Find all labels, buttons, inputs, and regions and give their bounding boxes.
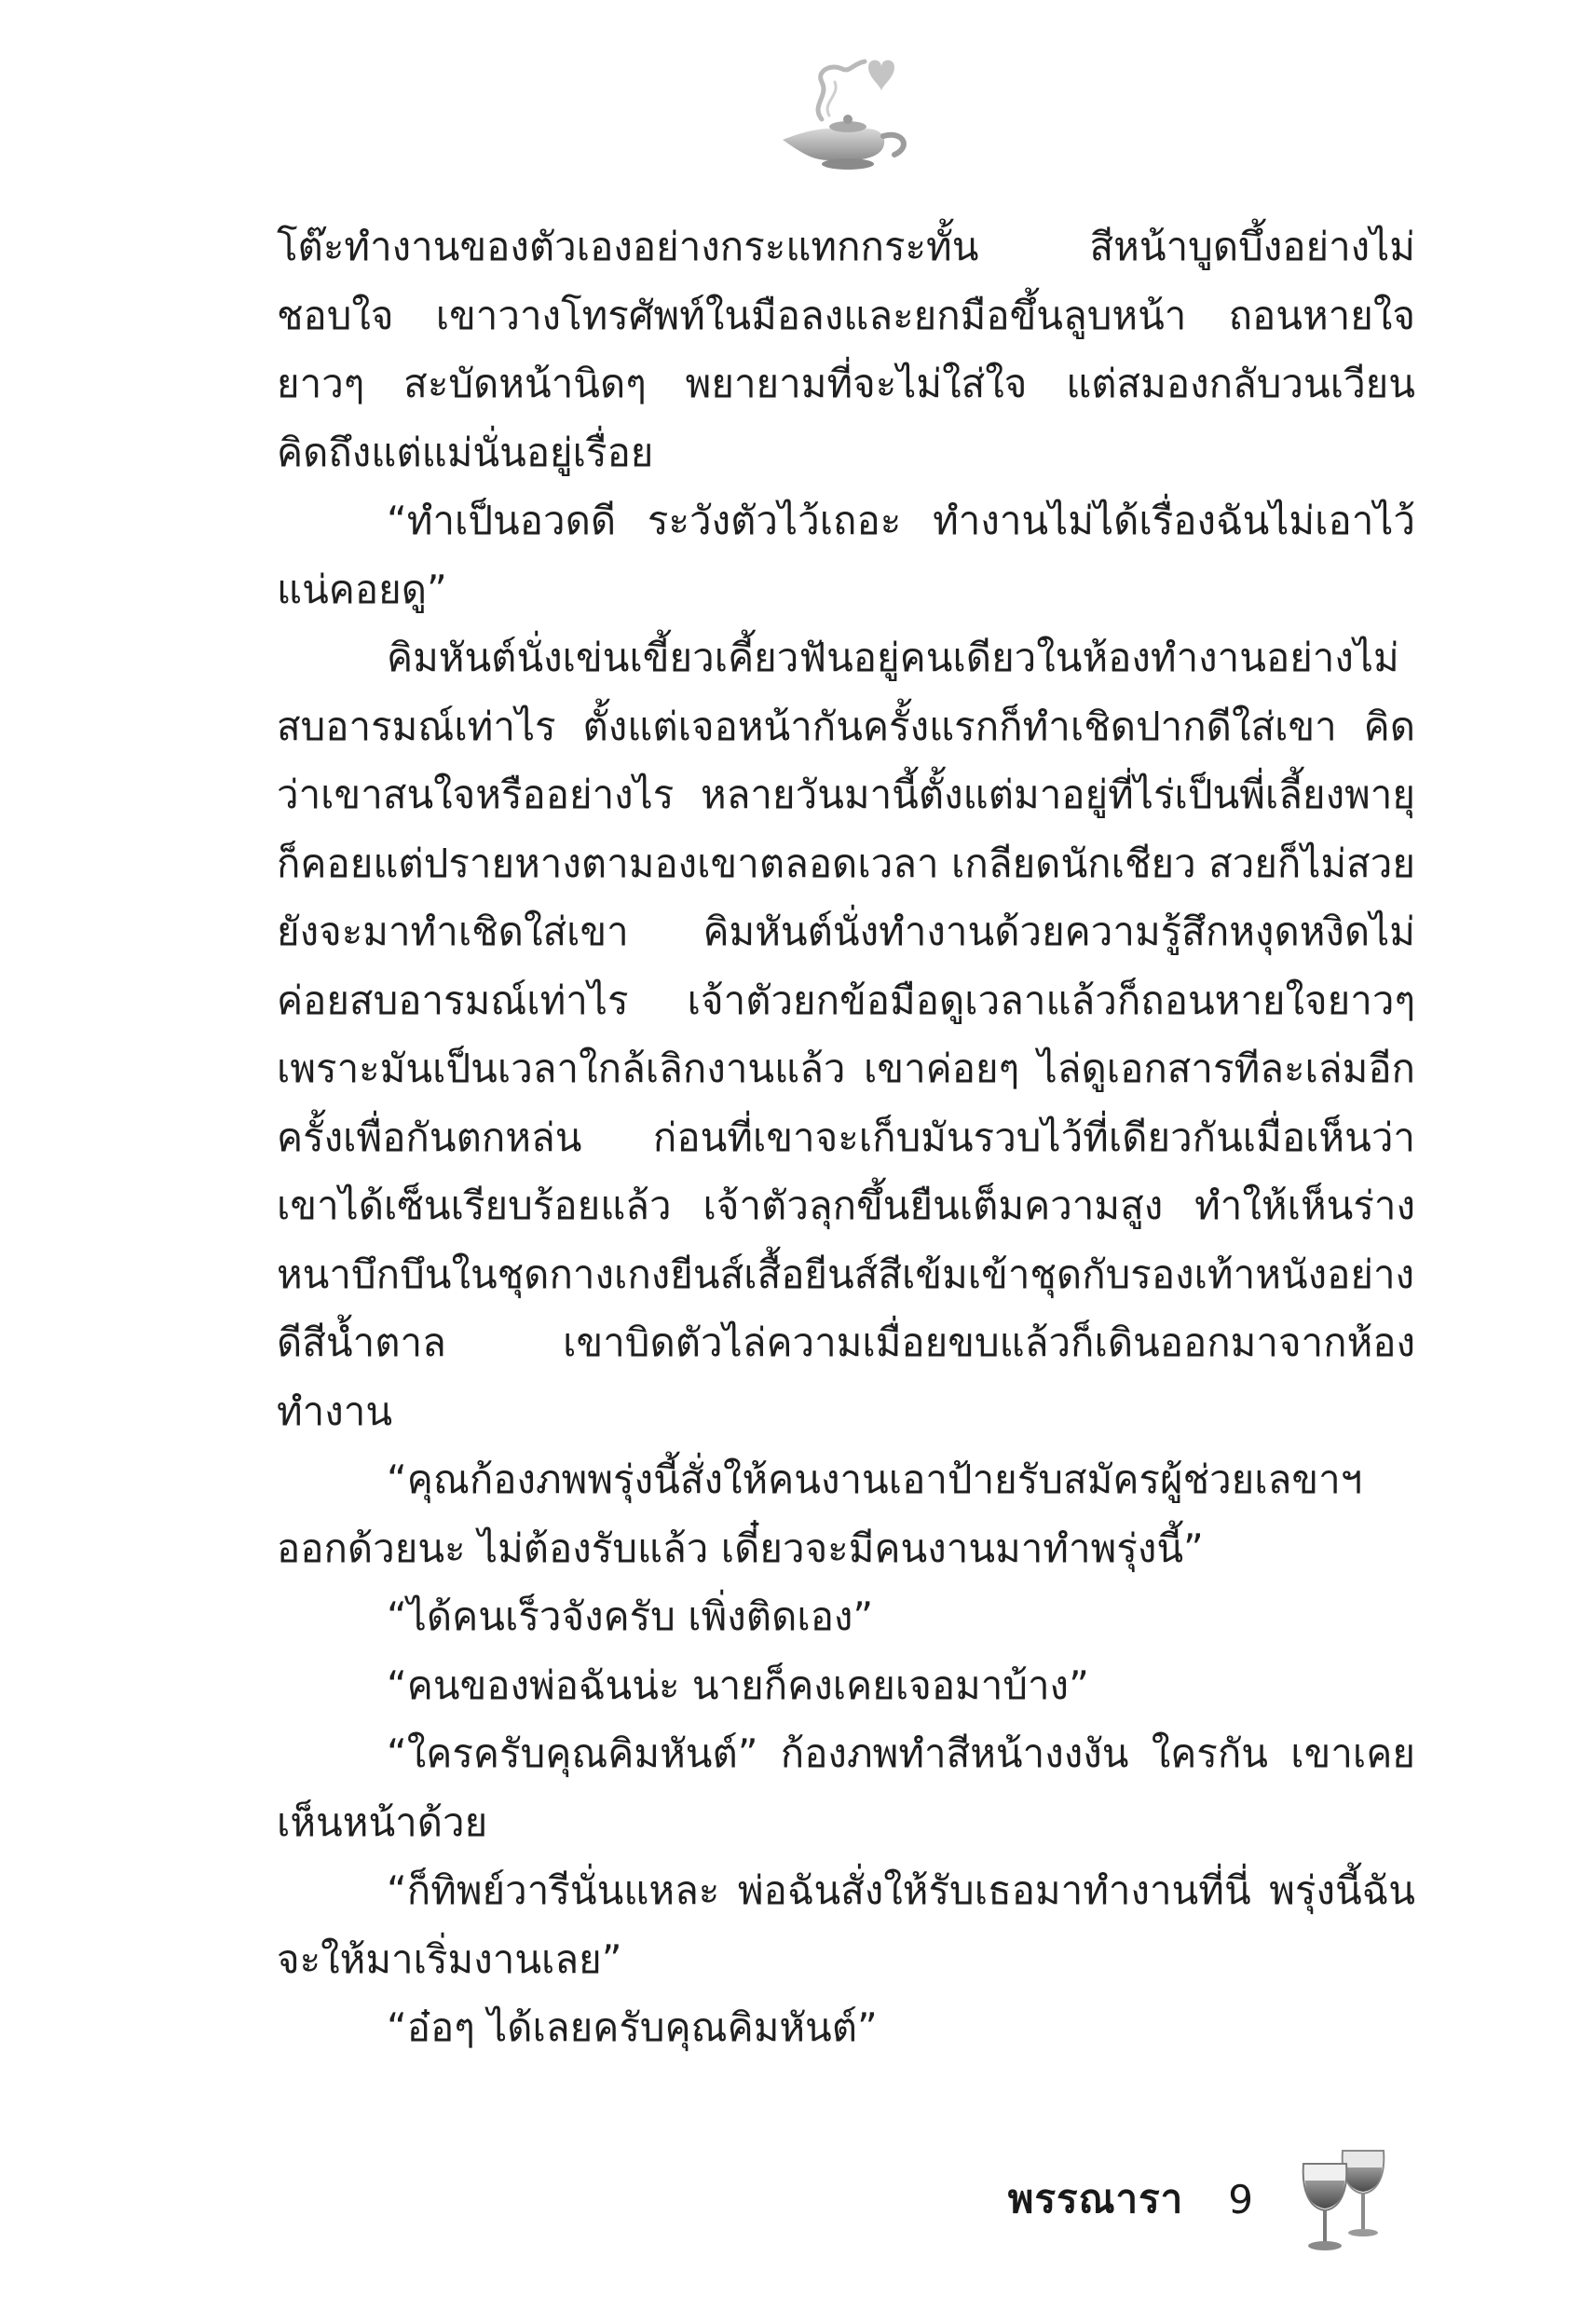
paragraph: “ได้คนเร็วจังครับ เพิ่งติดเอง” xyxy=(387,1593,874,1639)
paragraph: “ทำเป็นอวดดี ระวังตัวไว้เถอะ ทำงานไม่ได้เรื่องฉันไม่เอาไว้แน่คอยดู” xyxy=(277,498,1415,612)
paragraph: “อ๋อๆ ได้เลยครับคุณคิมหันต์” xyxy=(387,2004,878,2050)
body-text xyxy=(277,212,1415,2062)
page-number: 9 xyxy=(1228,2176,1253,2222)
wine-glasses-icon xyxy=(1298,2143,1391,2255)
paragraph: “คนของพ่อฉันน่ะ นายก็คงเคยเจอมาบ้าง” xyxy=(387,1661,1089,1708)
paragraph: “ก็ทิพย์วารีนั่นแหละ พ่อฉันสั่งให้รับเธอมาทำงานที่นี่ พรุ่งนี้ฉันจะให้มาเริ่มงานเลย” xyxy=(277,1867,1415,1982)
genie-lamp-icon xyxy=(764,54,922,175)
paragraph: “คุณก้องภพพรุ่งนี้สั่งให้คนงานเอาป้ายรับสมัครผู้ช่วยเลขาฯ ออกด้วยนะ ไม่ต้องรับแล้ว เดี๋ยวจะมีคนงานมาทำพรุ่งนี้” xyxy=(277,1456,1363,1571)
paragraph: โต๊ะทำงานของตัวเองอย่างกระแทกกระทั้น สีหน้าบูดบึ้งอย่างไม่ชอบใจ เขาวางโทรศัพท์ในมือลงและยกมือขึ้นลูบหน้า ถอนหายใจยาวๆ สะบัดหน้านิดๆ พยายามที่จะไม่ใส่ใจ แต่สมองกลับวนเวียนคิดถึงแต่แม่นั่นอยู่เรื่อย xyxy=(277,224,1415,475)
running-title: พรรณารา xyxy=(1007,2176,1184,2222)
paragraph: “ใครครับคุณคิมหันต์” ก้องภพทำสีหน้างงงัน ใครกัน เขาเคยเห็นหน้าด้วย xyxy=(277,1730,1415,1845)
paragraph: คิมหันต์นั่งเข่นเขี้ยวเคี้ยวฟันอยู่คนเดียวในห้องทำงานอย่างไม่สบอารมณ์เท่าไร ตั้งแต่เจอหน้ากันครั้งแรกก็ทำเชิดปากดีใส่เขา คิดว่าเขาสนใจหรืออย่างไร หลายวันมานี้ตั้งแต่มาอยู่ที่ไร่เป็นพี่เลี้ยงพายุก็คอยแต่ปรายหางตามองเขาตลอดเวลา เกลียดนักเชียว สวยก็ไม่สวย ยังจะมาทำเชิดใส่เขา คิมหันต์นั่งทำงานด้วยความรู้สึกหงุดหงิดไม่ค่อยสบอารมณ์เท่าไร เจ้าตัวยกข้อมือดูเวลาแล้วก็ถอนหายใจยาวๆ เพราะมันเป็นเวลาใกล้เลิกงานแล้ว เขาค่อยๆ ไล่ดูเอกสารทีละเล่มอีกครั้งเพื่อกันตกหล่น ก่อนที่เขาจะเก็บมันรวบไว้ที่เดียวกันเมื่อเห็นว่าเขาได้เซ็นเรียบร้อยแล้ว เจ้าตัวลุกขึ้นยืนเต็มความสูง ทำให้เห็นร่างหนาบึกบึนในชุดกางเกงยีนส์เสื้อยีนส์สีเข้มเข้าชุดกับรองเท้าหนังอย่างดีสีน้ำตาล เขาบิดตัวไล่ความเมื่อยขบแล้วก็เดินออกมาจากห้องทำงาน xyxy=(277,635,1415,1434)
page-footer xyxy=(1008,2143,1391,2255)
